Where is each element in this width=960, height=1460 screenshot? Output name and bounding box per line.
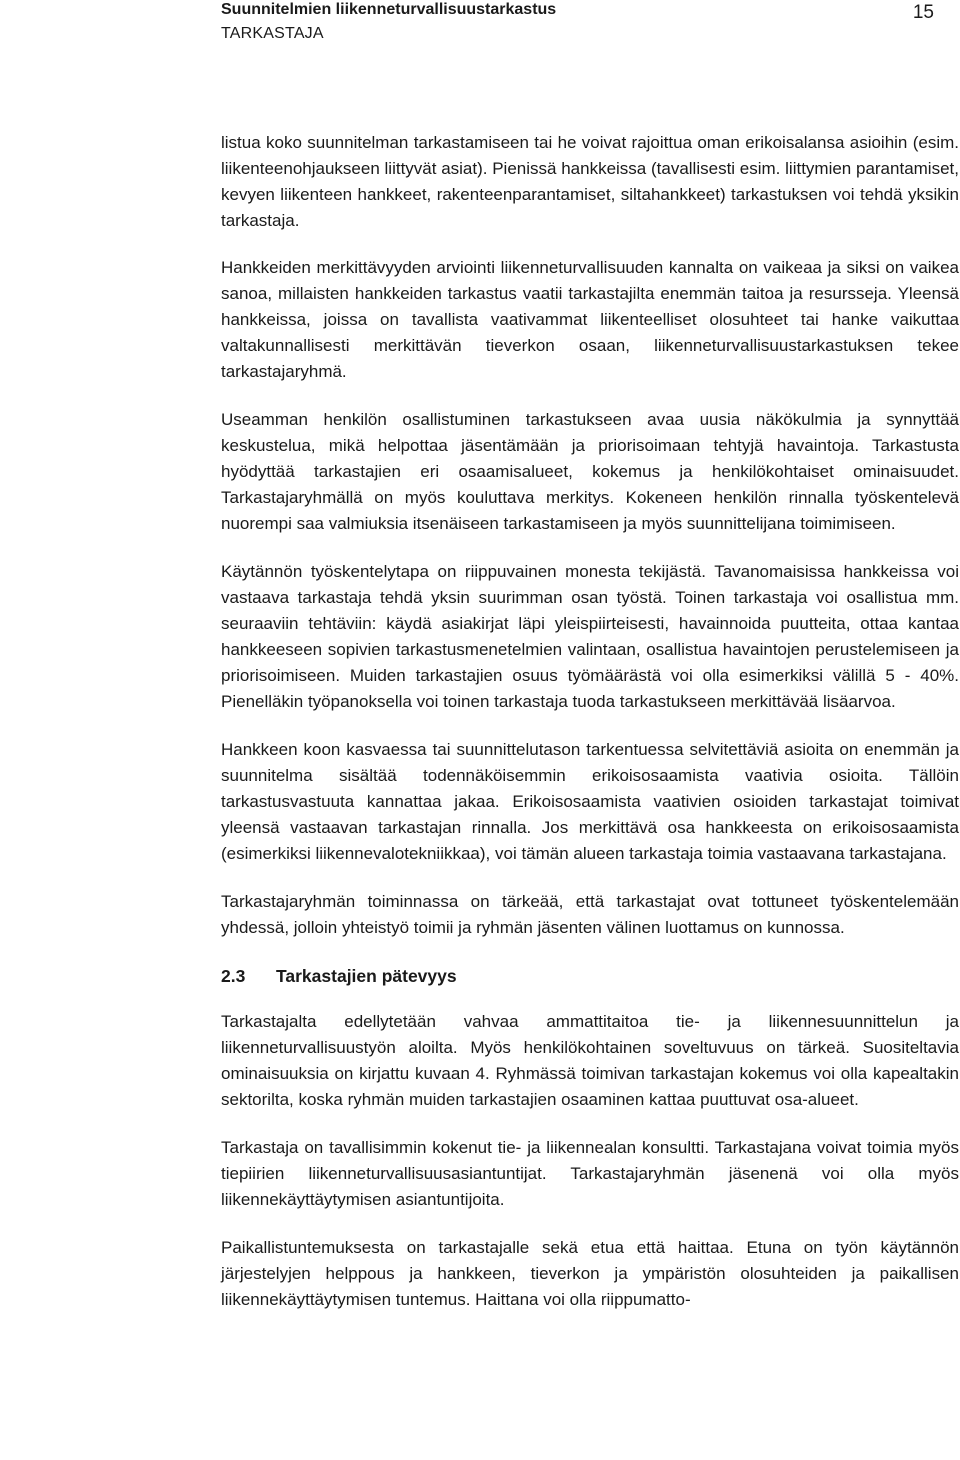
document-body <box>221 130 959 1335</box>
paragraph: Hankkeen koon kasvaessa tai suunnittelutason tarkentuessa selvitettäviä asioita on enemmän ja suunnitelma sisältää todennäköisemmin erikoisosaamista vaativia osioita. Tällöin tarkastusvastuuta kannattaa jakaa. Erikoisosaamista vaativien osioiden tarkastajat toimivat yleensä vastaavan tarkastajan rinnalla. Jos merkittävä osa hankkeesta on erikoisosaamista (esimerkiksi liikennevalotekniikkaa), voi tämän alueen tarkastaja toimia vastaavana tarkastajana. <box>221 740 959 863</box>
paragraph: Käytännön työskentelytapa on riippuvainen monesta tekijästä. Tavanomaisissa hankkeissa voi vastaava tarkastaja tehdä yksin suurimman osan työstä. Toinen tarkastaja voi osallistua mm. seuraaviin tehtäviin: käydä asiakirjat läpi yleispiirteisesti, havainnoida puutteita, ottaa kantaa hankkeeseen sopivien tarkastusmenetelmien valintaan, osallistua havaintojen perustelemiseen ja priorisoimiseen. Muiden tarkastajien osuus työmäärästä voi olla esimerkiksi välillä 5 - 40%. Pienelläkin työpanoksella voi toinen tarkastaja tuoda tarkastukseen merkittävää lisäarvoa. <box>221 562 959 711</box>
section-title: Tarkastajien pätevyys <box>276 966 457 986</box>
running-header-title: Suunnitelmien liikenneturvallisuustarkastus <box>221 1 557 18</box>
paragraph: listua koko suunnitelman tarkastamiseen tai he voivat rajoittua oman erikoisalansa asioihin (esim. liikenteenohjaukseen liittyvät asiat). Pienissä hankkeissa (tavallisesti esim. liittymien parantamiset, kevyen liikenteen hankkeet, rakenteenparantamiset, siltahankkeet) tarkastuksen voi tehdä yksikin tarkastaja. <box>221 133 959 230</box>
paragraph: Tarkastaja on tavallisimmin kokenut tie- ja liikennealan konsultti. Tarkastajana voivat toimia myös tiepiirien liikenneturvallisuusasiantuntijat. Tarkastajaryhmän jäsenenä voi olla myös liikennekäyttäytymisen asiantuntijoita. <box>221 1138 959 1209</box>
paragraph: Paikallistuntemuksesta on tarkastajalle sekä etua että haittaa. Etuna on työn käytännön järjestelyjen helppous ja hankkeen, tieverkon ja ympäristön olosuhteiden ja paikallisen liikennekäyttäytymisen tuntemus. Haittana voi olla riippumatto- <box>221 1238 959 1309</box>
paragraph: Useamman henkilön osallistuminen tarkastukseen avaa uusia näkökulmia ja synnyttää keskustelua, mikä helpottaa jäsentämään ja priorisoimaan tehtyjä havaintoja. Tarkastusta hyödyttää tarkastajien eri osaamisalueet, kokemus ja henkilökohtaiset ominaisuudet. Tarkastajaryhmällä on myös kouluttava merkitys. Kokeneen henkilön rinnalla työskentelevä nuorempi saa valmiuksia itsenäiseen tarkastamiseen ja myös suunnittelijana toimimiseen. <box>221 410 959 533</box>
paragraph: Tarkastajaryhmän toiminnassa on tärkeää, että tarkastajat ovat tottuneet työskentelemään yhdessä, jolloin yhteistyö toimii ja ryhmän jäsenten välinen luottamus on kunnossa. <box>221 892 959 937</box>
section-heading <box>221 963 959 989</box>
running-header-subtitle: TARKASTAJA <box>221 25 324 42</box>
paragraph: Hankkeiden merkittävyyden arviointi liikenneturvallisuuden kannalta on vaikeaa ja siksi on vaikea sanoa, millaisten hankkeiden tarkastus vaatii tarkastajilta enemmän taitoa ja resursseja. Yleensä hankkeissa, joissa on tavallista vaativammat liikenteelliset olosuhteet tai hanke vaikuttaa valtakunnallisesti merkittävän tieverkon osaan, liikenneturvallisuustarkastuksen tekee tarkastajaryhmä. <box>221 258 959 381</box>
page-number: 15 <box>912 2 934 23</box>
paragraph: Tarkastajalta edellytetään vahvaa ammattitaitoa tie- ja liikennesuunnittelun ja liikenneturvallisuustyön aloilta. Myös henkilökohtainen soveltuvuus on tärkeä. Suositeltavia ominaisuuksia on kirjattu kuvaan 4. Ryhmässä toimivan tarkastajan kokemus voi olla kapealtakin sektorilta, koska ryhmän muiden tarkastajien osaaminen kattaa puuttuvat osa-alueet. <box>221 1012 959 1109</box>
section-number: 2.3 <box>221 966 246 986</box>
